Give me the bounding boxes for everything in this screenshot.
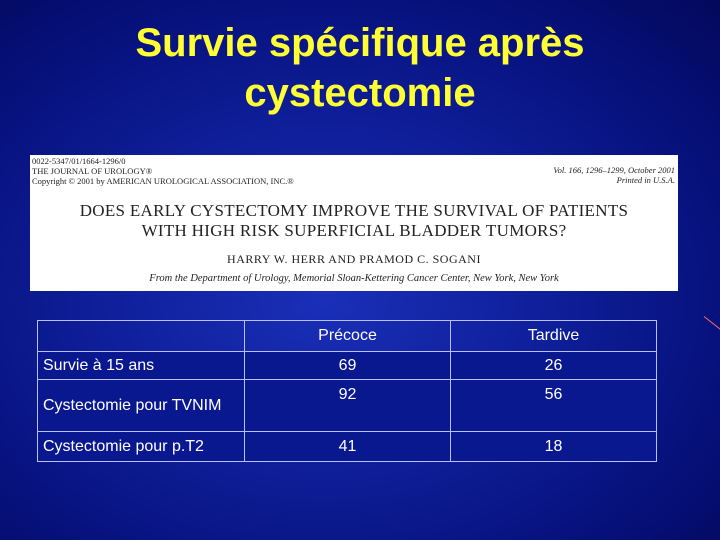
journal-meta [32,156,294,186]
journal-volume: Vol. 166, 1296–1299, October 2001 [553,165,675,175]
cell-tardive: 18 [451,432,657,462]
table-row [38,352,657,380]
row-label: Cystectomie pour p.T2 [38,432,245,462]
table-row [38,380,657,432]
table-header-empty [38,321,245,352]
article-authors: HARRY W. HERR AND PRAMOD C. SOGANI [227,252,481,266]
decorative-line [704,316,720,334]
journal-printed: Printed in U.S.A. [616,175,675,185]
cell-tardive: 56 [451,380,657,432]
table-header-precoce: Précoce [245,321,451,352]
cell-precoce: 92 [245,380,451,432]
article-title [30,201,678,241]
slide-title-line-2: cystectomie [244,71,476,115]
row-label: Survie à 15 ans [38,352,245,380]
table-header-tardive: Tardive [451,321,657,352]
slide-title-line-1: Survie spécifique après [135,21,585,65]
cell-precoce: 69 [245,352,451,380]
journal-issn: 0022-5347/01/1664-1296/0 [32,156,126,166]
article-title-line-1: DOES EARLY CYSTECTOMY IMPROVE THE SURVIVAL OF PATIENTS [79,201,629,220]
article-affiliation: From the Department of Urology, Memorial Sloan-Kettering Cancer Center, New York, New York [149,273,559,284]
journal-name: THE JOURNAL OF UROLOGY® [32,166,153,176]
cell-precoce: 41 [245,432,451,462]
journal-copyright: Copyright © 2001 by AMERICAN UROLOGICAL ASSOCIATION, INC.® [32,176,294,186]
article-title-line-2: WITH HIGH RISK SUPERFICIAL BLADDER TUMORS? [141,221,567,240]
cell-tardive: 26 [451,352,657,380]
article-header-image [30,155,678,291]
survival-table [37,320,657,462]
table-header-row [38,321,657,352]
journal-volume-info [553,165,675,185]
table-row [38,432,657,462]
slide-title [0,18,720,118]
row-label: Cystectomie pour TVNIM [38,380,245,432]
